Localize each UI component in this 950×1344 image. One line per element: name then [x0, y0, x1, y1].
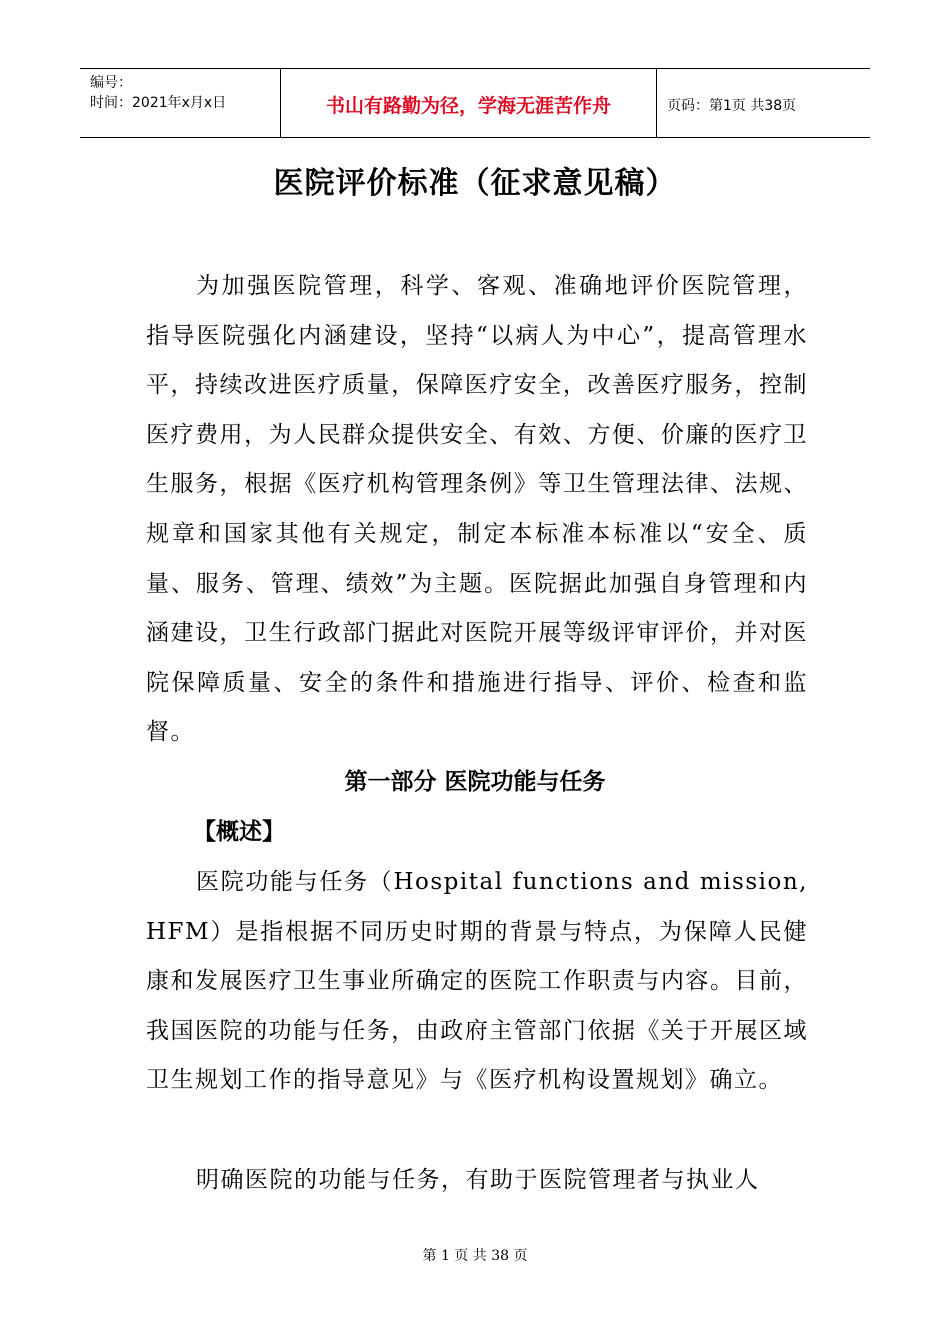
last-paragraph: 明确医院的功能与任务，有助于医院管理者与执业人: [196, 1167, 760, 1193]
header-motto-cell: [281, 69, 657, 137]
document-title: 医院评价标准（征求意见稿）: [273, 166, 677, 201]
section-title: 第一部分 医院功能与任务: [344, 769, 606, 795]
header-page-cell: [657, 69, 870, 137]
header-meta-cell: [80, 69, 281, 137]
document-date: 时间：2021年x月x日: [90, 95, 227, 111]
header-motto: 书山有路勤为径，学海无涯苦作舟: [325, 95, 611, 117]
hfm-paragraph: 医院功能与任务（Hospital functions and mission, HFM）是指根据不同历史时期的背景与特点，为保障人民健康和发展医疗卫生事业所确定的医院工作职责与内容。目前，我国医院的功能与任务，由政府主管部门依据《关于开展区域卫生规划工作的指导意见》与《医疗机构设置规划》确立。: [146, 869, 808, 1094]
page-footer: 第 1 页 共 38 页: [422, 1248, 528, 1264]
intro-paragraph: 为加强医院管理，科学、客观、准确地评价医院管理，指导医院强化内涵建设，坚持“以病人为中心”，提高管理水平，持续改进医疗质量，保障医疗安全，改善医疗服务，控制医疗费用，为人民群众提供安全、有效、方便、价廉的医疗卫生服务，根据《医疗机构管理条例》等卫生管理法律、法规、规章和国家其他有关规定，制定本标准本标准以“安全、质量、服务、管理、绩效”为主题。医院据此加强自身管理和内涵建设，卫生行政部门据此对医院开展等级评审评价，并对医院保障质量、安全的条件和措施进行指导、评价、检查和监督。: [146, 273, 808, 746]
subsection-title: 【概述】: [193, 819, 285, 845]
document-number-label: 编号：: [90, 75, 132, 91]
header-page-info: 页码：第1页 共38页: [667, 98, 797, 114]
header-table: [80, 68, 870, 138]
